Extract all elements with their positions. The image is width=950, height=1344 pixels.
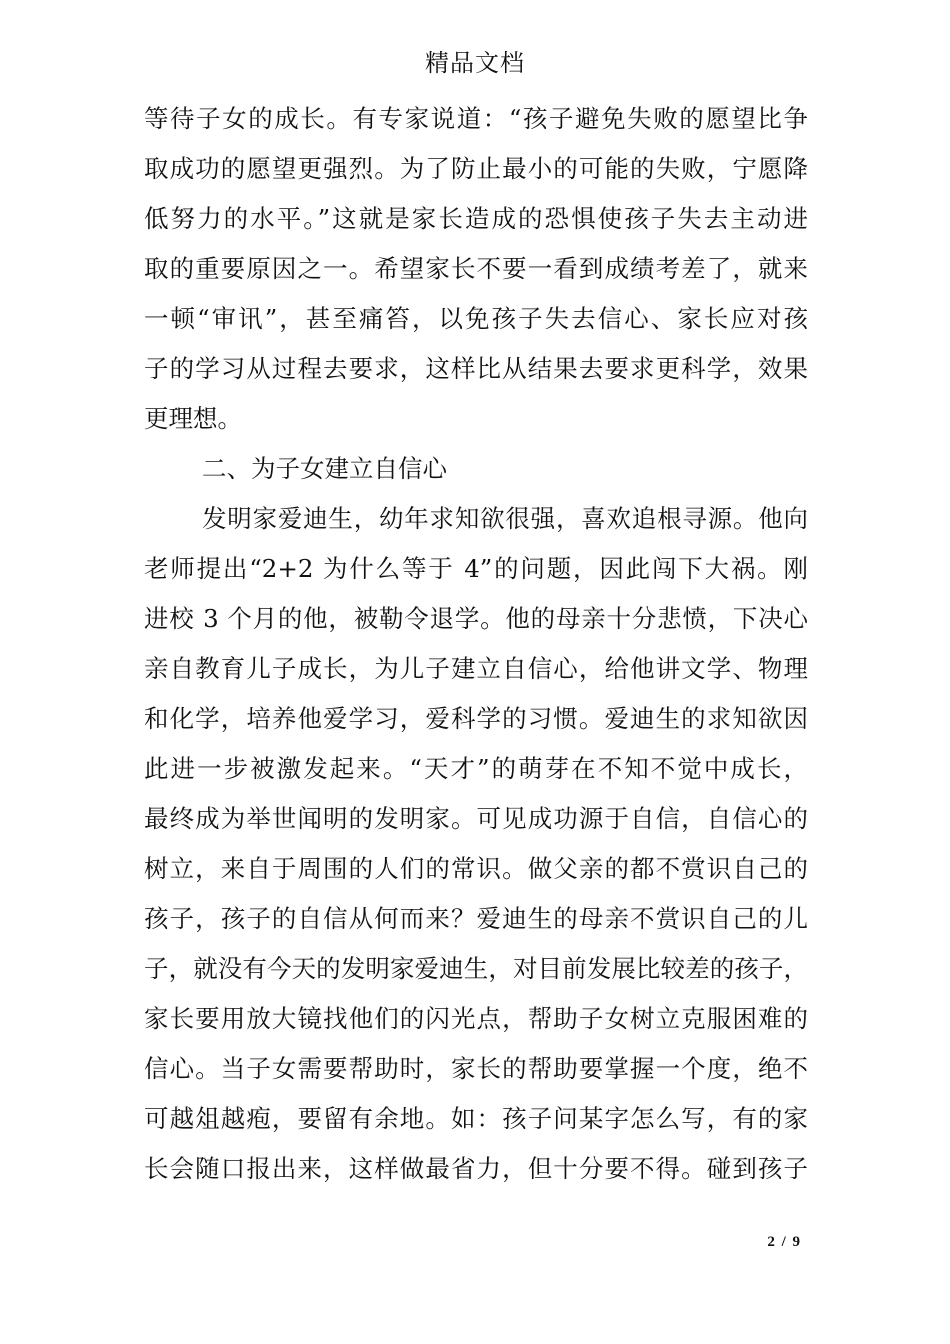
text-line: 信心。当子女需要帮助时，家长的帮助要掌握一个度，绝不 bbox=[144, 1054, 808, 1083]
document-body bbox=[144, 94, 808, 1194]
text-line: 长会随口报出来，这样做最省力，但十分要不得。碰到孩子 bbox=[144, 1154, 808, 1183]
text-line: 和化学，培养他爱学习，爱科学的习惯。爱迪生的求知欲因 bbox=[144, 704, 808, 733]
text-line: 一顿“审讯”，甚至痛笞，以免孩子失去信心、家长应对孩 bbox=[144, 304, 808, 333]
text-line: 此进一步被激发起来。“天才”的萌芽在不知不觉中成长， bbox=[144, 754, 808, 783]
text-line: 取成功的愿望更强烈。为了防止最小的可能的失败，宁愿降 bbox=[144, 154, 808, 183]
text-line: 老师提出“2+2 为什么等于 4”的问题，因此闯下大祸。刚 bbox=[144, 554, 808, 583]
text-line: 最终成为举世闻明的发明家。可见成功源于自信，自信心的 bbox=[144, 804, 808, 833]
text-line: 子，就没有今天的发明家爱迪生，对目前发展比较差的孩子， bbox=[144, 954, 808, 983]
text-line: 低努力的水平。”这就是家长造成的恐惧使孩子失去主动进 bbox=[144, 204, 808, 233]
text-line: 可越俎越疱，要留有余地。如：孩子问某字怎么写，有的家 bbox=[144, 1104, 808, 1133]
text-line: 孩子，孩子的自信从何而来？爱迪生的母亲不赏识自己的儿 bbox=[144, 904, 808, 933]
text-line: 更理想。 bbox=[144, 404, 242, 433]
text-line: 亲自教育儿子成长，为儿子建立自信心，给他讲文学、物理 bbox=[144, 654, 808, 683]
section-heading: 二、为子女建立自信心 bbox=[202, 454, 447, 483]
text-line: 家长要用放大镜找他们的闪光点，帮助子女树立克服困难的 bbox=[144, 1004, 808, 1033]
text-line: 取的重要原因之一。希望家长不要一看到成绩考差了，就来 bbox=[144, 254, 808, 283]
text-line: 进校 3 个月的他，被勒令退学。他的母亲十分悲愤，下决心 bbox=[144, 604, 808, 633]
text-line: 树立，来自于周围的人们的常识。做父亲的都不赏识自己的 bbox=[144, 854, 808, 883]
page-header-title: 精品文档 bbox=[425, 49, 525, 77]
page-number: 2 / 9 bbox=[767, 1234, 800, 1250]
text-line: 子的学习从过程去要求，这样比从结果去要求更科学，效果 bbox=[144, 354, 808, 383]
text-line: 等待子女的成长。有专家说道：“孩子避免失败的愿望比争 bbox=[144, 104, 808, 133]
text-line: 发明家爱迪生，幼年求知欲很强，喜欢追根寻源。他向 bbox=[202, 504, 808, 533]
